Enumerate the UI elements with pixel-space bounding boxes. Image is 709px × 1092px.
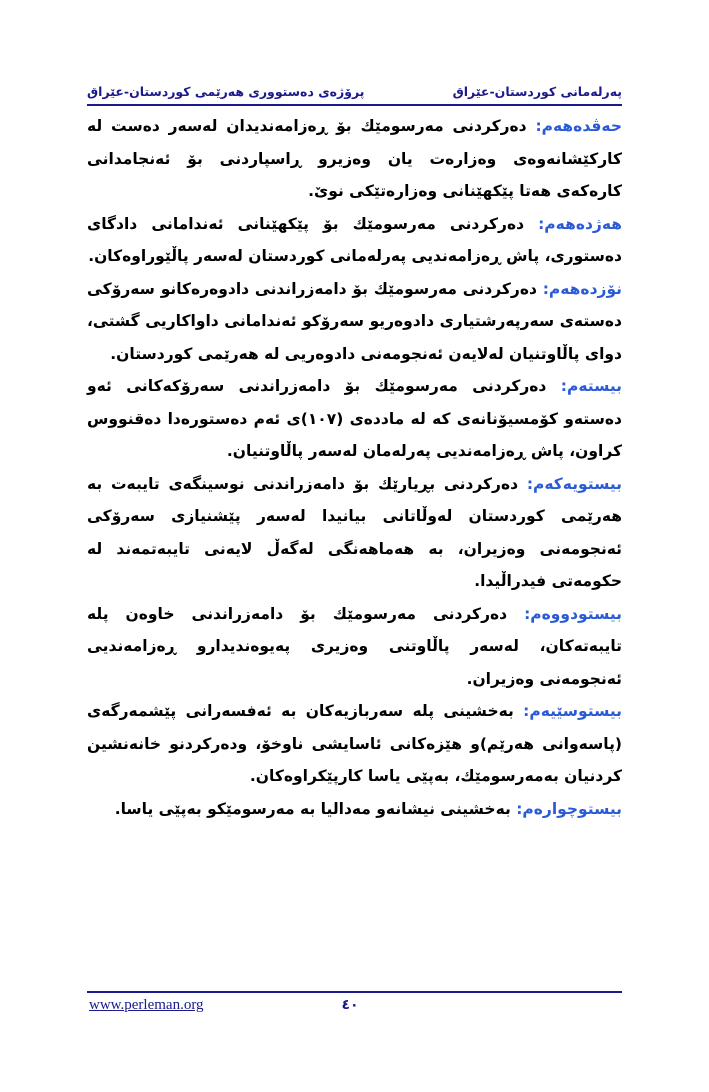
page-header — [87, 80, 622, 102]
article-term: نۆزدەهەم: — [542, 279, 622, 298]
article-paragraph-24 — [87, 793, 622, 826]
article-paragraph-22 — [87, 598, 622, 696]
article-text: دەرکردنی مەرسومێك بۆ ڕەزامەندیدان لەسەر دەست لە کارکێشانەوەی وەزارەت یان وەزیرو ڕاسپاردنی بۆ ئەنجامدانی کارەکەی هەتا پێکهێنانی وەزارەتێکی نوێ. — [87, 117, 622, 200]
article-term: بیستویەکەم: — [526, 474, 622, 493]
header-parliament-title: پەرلەمانی کوردستان-عێراق — [452, 83, 622, 99]
article-paragraph-21 — [87, 468, 622, 598]
article-term: بیستودووەم: — [524, 604, 622, 623]
article-text: بەخشینی پلە سەربازیەکان بە ئەفسەرانی پێشمەرگەی (پاسەوانی هەرێم)و هێزەکانی ئاسایشی ناوخۆ، ودەرکردنو خانەنشین کردنیان بەمەرسومێك، بەپێی یاسا کارپێکراوەکان. — [87, 702, 622, 785]
document-body — [87, 110, 622, 825]
header-rule — [87, 104, 622, 106]
article-text: بەخشینی نیشانەو مەدالیا بە مەرسومێكو بەپێی یاسا. — [114, 799, 517, 818]
article-paragraph-23 — [87, 695, 622, 793]
website-link[interactable]: www.perleman.org — [89, 997, 204, 1013]
article-paragraph-19 — [87, 273, 622, 371]
article-text: دەرکردنی بڕیارێك بۆ دامەزراندنی نوسینگەی تایبەت بە هەرێمی کوردستان لەوڵاتانی بیانیدا لەسەر پێشنیازی سەرۆکی ئەنجومەنی وەزیران، بە هەماهەنگی لەگەڵ لایەنی تایبەتمەند لە حکومەتی فیدراڵیدا. — [87, 474, 622, 590]
article-term: بیستوسێیەم: — [523, 702, 622, 720]
footer-rule — [87, 991, 622, 993]
article-text: دەرکردنی مەرسومێك بۆ دامەزراندنی خاوەن پلە تایبەتەکان، لەسەر پاڵاوتنی وەزیری پەیوەندیدارو ڕەزامەندیی ئەنجومەنی وەزیران. — [87, 604, 622, 688]
article-paragraph-17 — [87, 110, 622, 208]
article-text: دەرکردنی مەرسومێك بۆ دامەزراندنی سەرۆکەکانی ئەو دەستەو کۆمسیۆنانەی کە لە ماددەی (١٠٧)ی ئەم دەستورەدا دەقنووس کراون، پاش ڕەزامەندیی پەرلەمان لەسەر پاڵاوتنیان. — [87, 377, 622, 460]
header-constitution-title: پرۆژەی دەستووری هەرێمی کوردستان-عێراق — [87, 83, 365, 99]
article-text: دەرکردنی مەرسومێك بۆ پێکهێنانی ئەندامانی دادگای دەستوری، پاش ڕەزامەندیی پەرلەمانی کوردستان لەسەر پاڵێوراوەکان. — [87, 214, 622, 265]
article-term: حەڤدەهەم: — [535, 117, 622, 135]
article-term: بیستەم: — [560, 377, 622, 395]
article-paragraph-20 — [87, 370, 622, 468]
article-term: بیستوچوارەم: — [516, 799, 622, 818]
article-paragraph-18 — [87, 208, 622, 273]
page-number: ٤٠ — [341, 997, 359, 1013]
article-text: دەرکردنی مەرسومێك بۆ دامەزراندنی دادوەرەکانو سەرۆکی دەستەی سەرپەرشتیاری دادوەریو سەرۆکو ئەندامانی داواکاریی گشتی، دوای پاڵاوتنیان لەلایەن ئەنجومەنی دادوەریی لە هەرێمی کوردستان. — [87, 279, 622, 363]
article-term: هەژدەهەم: — [538, 214, 622, 233]
